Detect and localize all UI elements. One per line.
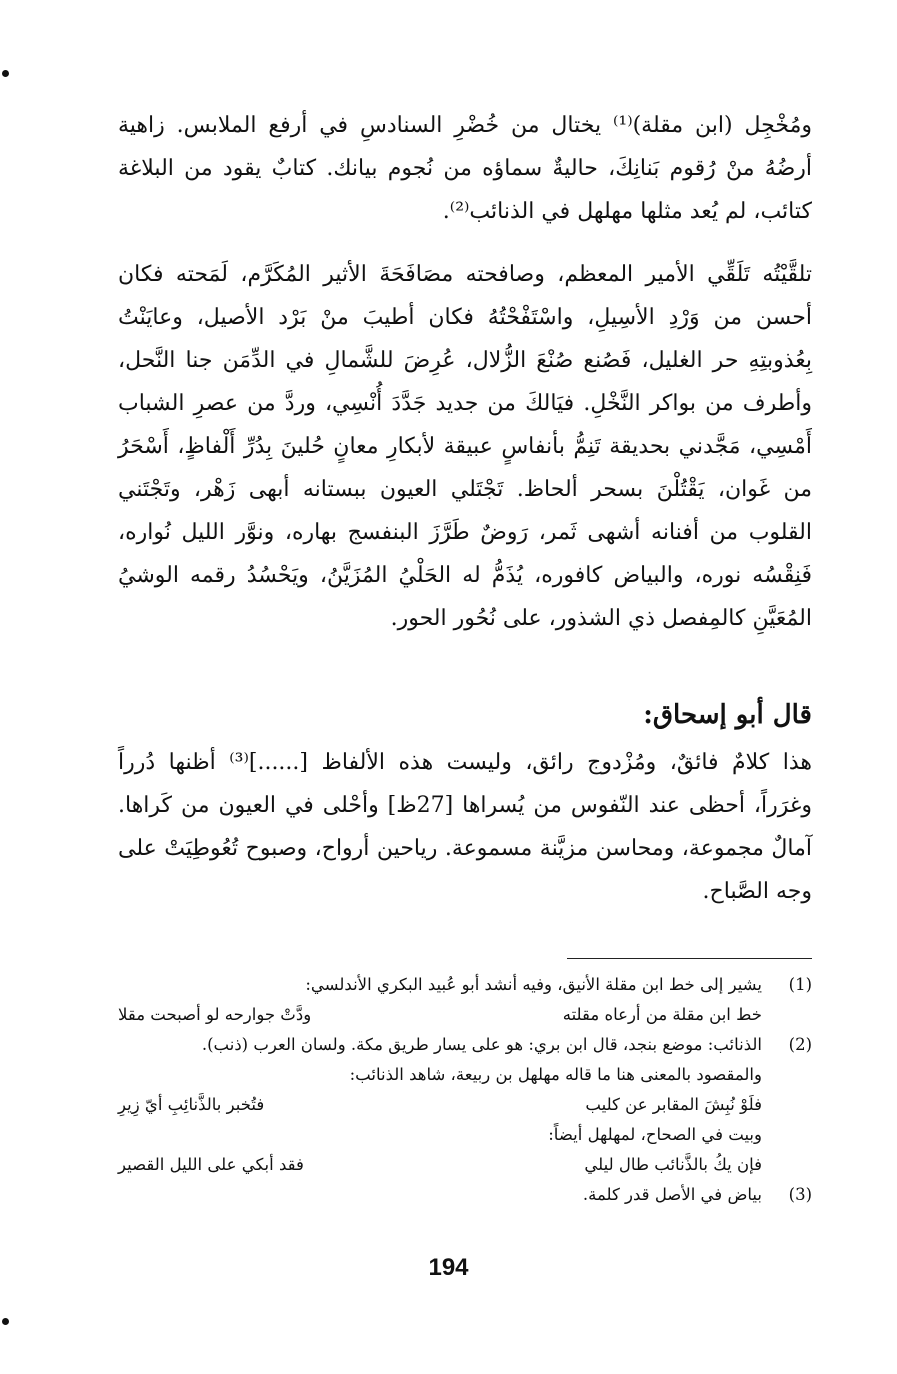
footnote-verse (118, 1090, 812, 1120)
footnote-text: يشير إلى خط ابن مقلة الأنيق، وفيه أنشد أبو عُبيد البكري الأندلسي: (305, 975, 762, 994)
footnotes (118, 970, 812, 1210)
verse-hemistich: خط ابن مقلة من أرعاه مقلته (562, 1005, 762, 1024)
footnote-line: والمقصود بالمعنى هنا ما قاله مهلهل بن ربيعة، شاهد الذنائب: (349, 1065, 762, 1084)
footnote-number: (2) (788, 1035, 812, 1054)
body-text (118, 104, 812, 640)
footnote-number: (3) (788, 1185, 812, 1204)
verse-hemistich: فتُخبر بالذَّنائِبِ أيّ زِيرِ (118, 1095, 265, 1114)
footnote-line: وبيت في الصحاح، لمهلهل أيضاً: (548, 1125, 762, 1144)
verse-hemistich: فلَوْ نُبِشَ المقابر عن كليب (585, 1095, 762, 1114)
footnote-1 (118, 970, 812, 1000)
section-heading: قال أبو إسحاق: (643, 700, 812, 730)
footnote-3 (118, 1180, 812, 1210)
scan-mark (2, 1318, 9, 1325)
scan-mark (2, 70, 9, 77)
footnote-text: الذنائب: موضع بنجد، قال ابن بري: هو على يسار طريق مكة. ولسان العرب (ذنب). (201, 1035, 762, 1054)
footnote-2 (118, 1030, 812, 1060)
verse-hemistich: ودَّتْ جوارحه لو أصبحت مقلا (118, 1005, 312, 1024)
verse-hemistich: فقد أبكي على الليل القصير (118, 1155, 304, 1174)
body-text-2 (118, 741, 812, 913)
page-number: 194 (428, 1254, 469, 1281)
footnote-number: (1) (788, 975, 812, 994)
footnote-verse (118, 1150, 812, 1180)
paragraph-2: تلقَّيْتُه تَلَقِّي الأمير المعظم، وصافحته مصَافَحَةَ الأثير المُكَرَّم، لَمَحته فكان أحسن من وَرْدِ الأسِيلِ، واسْتَفْحْتُهُ فكان أطيبَ منْ بَرْد الأصيل، وعايَنْتُ بِعُذوبتِهِ حر الغليل، فَصُنع صُنْعَ الزُّلال، عُرِضَ للشَّمالِ في الدِّمَن جنا النَّحل، وأطرف من بواكر النَّخْلِ. فيَالكَ من جديد جَدَّدَ أُنْسِي، وردَّ من عصرِ الشباب أَمْسِي، مَجَّدني بحديقة تَنِمُّ بأنفاسٍ عبيقة لأبكارِ معانٍ حُلينَ بِدُرِّ أَلْفاظٍ، أَسْحَرُ من غَوان، يَقْتُلْنَ بسحر ألحاظ. تَجْتَلي العيون ببستانه أبهى زَهْر، وتَجْتَني القلوب من أفنانه أشهى ثَمر، رَوضٌ طَرَّزَ البنفسج بهاره، ونوَّر الليل نُواره، فَنِقْسُه نوره، والبياض كافوره، يُذَمُّ له الحَلْيُ المُزَيَّنُ، ويَحْسُدُ رقمه الوشيُ المُعَيَّنِ كالمِفصل ذي الشذور، على نُحُور الحور. (118, 262, 812, 631)
footnote-divider (567, 958, 812, 959)
footnote-verse (118, 1000, 812, 1030)
verse-hemistich: فإن يكُ بالذَّنائب طال ليلي (584, 1155, 762, 1174)
footnote-text: بياض في الأصل قدر كلمة. (582, 1185, 762, 1204)
paragraph-3: هذا كلامٌ فائقٌ، ومُزْدوج رائق، وليست هذه الألفاظ [......]⁽³⁾ أظنها دُرراً وغرَراً، أحظى عند النّفوس من يُسراها [27ظ] وأحْلى في العيون من كَراها. آمالٌ مجموعة، ومحاسن مزيَّنة مسموعة. رياحين أرواح، وصبوح تُعُوطِيَتْ على وجه الصَّباح. (118, 750, 813, 904)
paragraph-1: ومُخْجِل (ابن مقلة)⁽¹⁾ يختال من خُضْرِ السنادسِ في أرفع الملابس. زاهية أرضُهُ منْ رُقوم بَنانِكَ، حاليةٌ سماؤه من نُجوم بيانك. كتابٌ يقود من البلاغة كتائب، لم يُعد مثلها مهلهل في الذنائب⁽²⁾. (118, 113, 812, 224)
